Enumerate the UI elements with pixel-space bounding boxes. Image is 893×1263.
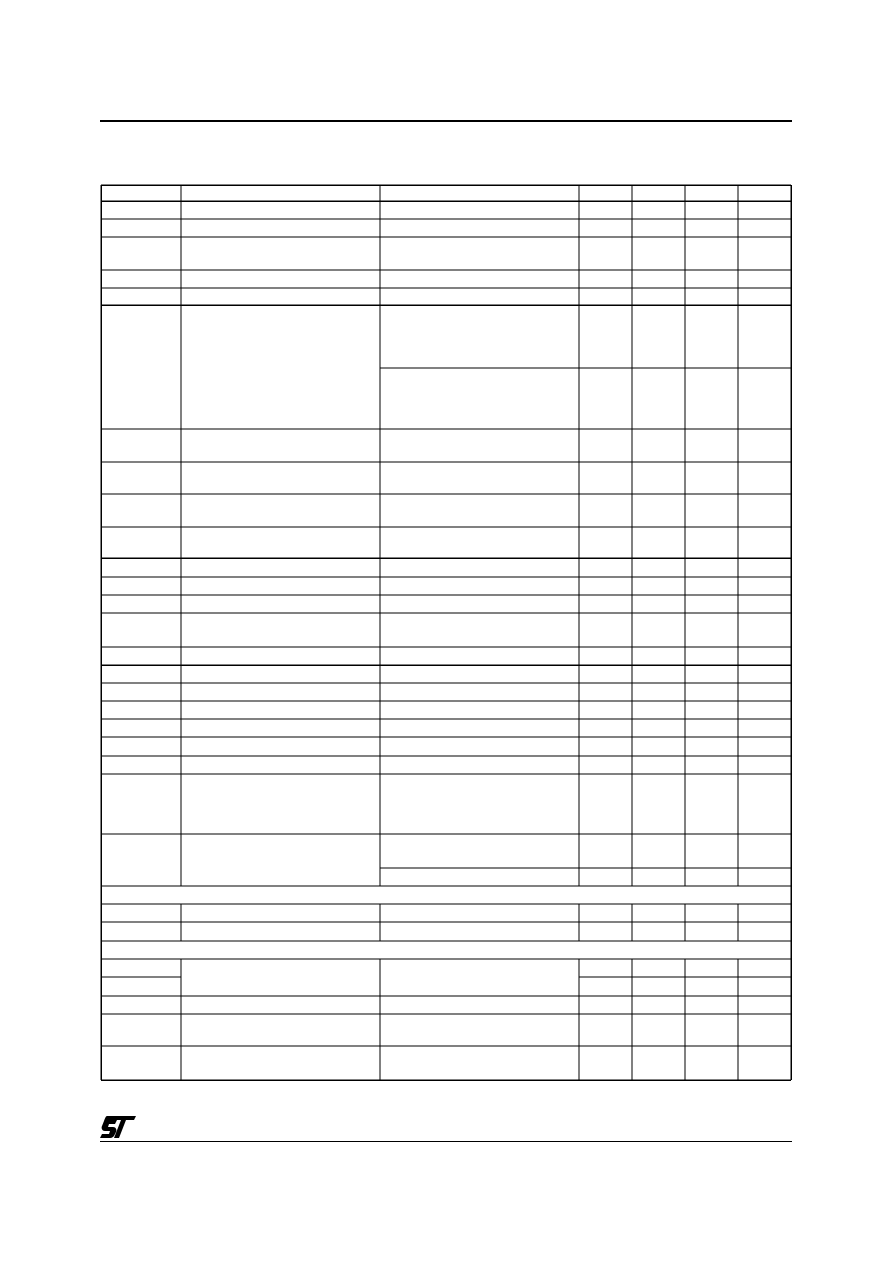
- st-logo-icon: [100, 1116, 136, 1138]
- footer-rule: [100, 1141, 792, 1142]
